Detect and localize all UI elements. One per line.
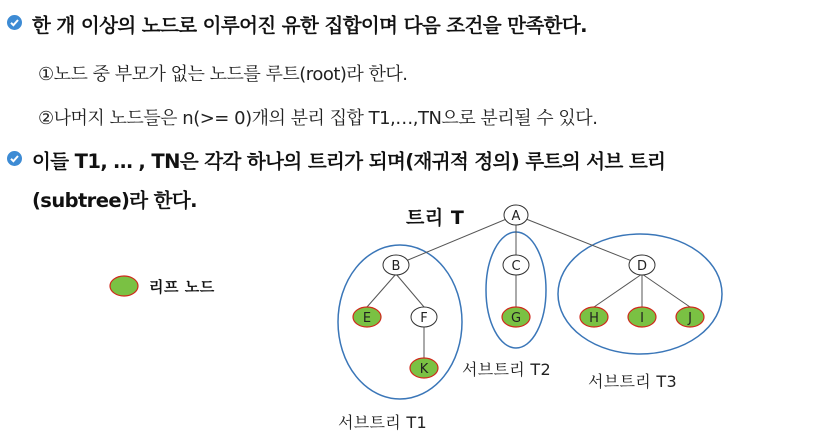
edge-d-j (642, 274, 690, 307)
definition-bullet-1: 한 개 이상의 노드로 이루어진 유한 집합이며 다음 조건을 만족한다. (32, 14, 587, 37)
node-i-label: I (640, 311, 644, 326)
node-c-label: C (511, 259, 521, 274)
subtree-t2-label: 서브트리 T2 (462, 360, 551, 379)
node-h-label: H (589, 311, 599, 326)
definition-bullet-2-line-1: 이들 T1, … , TN은 각각 하나의 트리가 되며(재귀적 정의) 루트의 서브 트리 (32, 150, 666, 173)
definition-item-2: ②나머지 노드들은 n(>= 0)개의 분리 집합 T1,…,TN으로 분리될 수 있다. (38, 108, 598, 129)
node-f-label: F (420, 311, 428, 326)
edge-a-d (516, 215, 642, 265)
subtree-t3-ellipse (558, 234, 722, 354)
edge-b-e (367, 274, 396, 307)
definition-item-1: ①노드 중 부모가 없는 노드를 루트(root)라 한다. (38, 64, 408, 85)
definition-bullet-2-line-2: (subtree)라 한다. (32, 189, 197, 212)
legend-label: 리프 노드 (149, 278, 215, 296)
node-a-label: A (511, 209, 521, 224)
node-b-label: B (391, 259, 401, 274)
subtree-t1-label: 서브트리 T1 (338, 413, 427, 432)
tree-title: 트리 T (406, 207, 465, 229)
subtree-t3-label: 서브트리 T3 (588, 372, 677, 391)
node-e-label: E (362, 311, 372, 326)
edge-d-h (594, 274, 642, 307)
edge-b-f (396, 274, 424, 307)
node-d-label: D (636, 259, 648, 274)
legend-leaf-swatch (110, 276, 138, 296)
node-k-label: K (419, 362, 429, 377)
node-g-label: G (510, 311, 522, 326)
node-j-label: J (688, 311, 692, 326)
